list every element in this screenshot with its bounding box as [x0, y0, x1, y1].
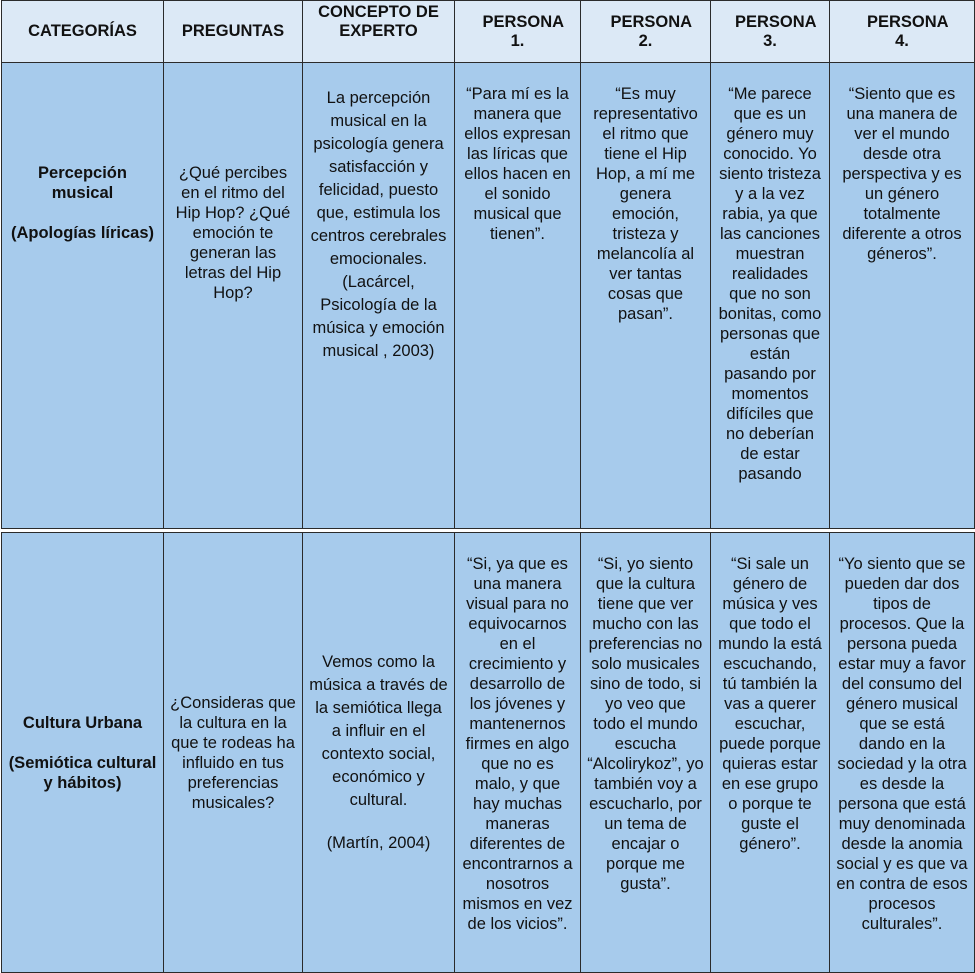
- header-text: PERSONA 1.: [482, 12, 565, 50]
- category-label: Percepción musical: [38, 164, 127, 202]
- header-text: CONCEPTO DE EXPERTO: [318, 3, 439, 40]
- header-persona-4: [829, 0, 975, 63]
- answer-text: “Es muy representativo el ritmo que tiene el Hip Hop, a mí me genera emoción, tristeza y melancolía al ver tantas cosas que pasan”.: [593, 85, 698, 323]
- header-concepto-experto: [302, 0, 455, 63]
- row1-question: [163, 62, 303, 529]
- expert-text: Vemos como la música a través de la semiótica llega a influir en el contexto social, económico y cultural.: [309, 652, 448, 809]
- row2-persona-3: [710, 532, 830, 973]
- answer-text: “Me parece que es un género muy conocido. Yo siento tristeza y a la vez rabia, ya que las canciones muestran realidades que no son bonitas, como personas que están pasando por momentos difíciles que no deberían de estar pasando: [718, 85, 822, 483]
- answer-text: “Yo siento que se pueden dar dos tipos de procesos. Que la persona pueda estar muy a favor del consumo del género musical que se está dando en la sociedad y la otra es desde la persona que está muy denominada desde la anomia social y es que va en contra de esos procesos culturales”.: [836, 555, 968, 933]
- answer-text: “Si, ya que es una manera visual para no equivocarnos en el crecimiento y desarrollo de los jóvenes y mantenernos firmes en algo que no es malo, y que hay muchas maneras diferentes de encontrarnos a nosotros mismos en vez de los vicios”.: [462, 555, 573, 933]
- row2-persona-2: [580, 532, 711, 973]
- row2-persona-4: [829, 532, 975, 973]
- answer-text: “Siento que es una manera de ver el mundo desde otra perspectiva y es un género totalmente diferente a otros géneros”.: [842, 85, 962, 263]
- row2-expert: [302, 532, 455, 973]
- question-text: ¿Consideras que la cultura en la que te rodeas ha influido en tus preferencias musicales?: [170, 693, 296, 812]
- header-text: PREGUNTAS: [181, 22, 285, 40]
- row1-persona-3: [710, 62, 830, 529]
- row1-persona-2: [580, 62, 711, 529]
- header-persona-3: [710, 0, 830, 63]
- subcategory-label: (Apologías líricas): [10, 224, 155, 242]
- row2-question: [163, 532, 303, 973]
- header-preguntas: [163, 0, 303, 63]
- subcategory-label: (Semiótica cultural y hábitos): [8, 753, 157, 792]
- answer-text: “Para mí es la manera que ellos expresan las líricas que ellos hacen en el sonido musical que tienen”.: [464, 85, 571, 243]
- row1-expert: [302, 62, 455, 529]
- row2-persona-1: [454, 532, 581, 973]
- row1-persona-1: [454, 62, 581, 529]
- expert-citation: (Lacárcel, Psicología de la música y emoción musical , 2003): [312, 273, 445, 360]
- table-upper: [1, 0, 975, 528]
- header-text: PERSONA 3.: [735, 12, 817, 50]
- row2-category: [1, 532, 164, 973]
- header-text: PERSONA 2.: [610, 12, 693, 50]
- header-text: PERSONA 4.: [867, 12, 949, 50]
- row1-category: [1, 62, 164, 529]
- header-persona-2: [580, 0, 711, 63]
- header-categorias: [1, 0, 164, 63]
- answer-text: “Si, yo siento que la cultura tiene que ver mucho con las preferencias no solo musicales sino de todo, si yo veo que todo el mundo escucha “Alcolirykoz”, yo también voy a escucharlo, por un tema de encajar o porque me gusta”.: [587, 555, 704, 893]
- expert-text: La percepción musical en la psicología genera satisfacción y felicidad, puesto que, estimula los centros cerebrales emocionales.: [310, 89, 447, 268]
- row1-persona-4: [829, 62, 975, 529]
- category-label: Cultura Urbana: [22, 713, 143, 732]
- question-text: ¿Qué percibes en el ritmo del Hip Hop? ¿Qué emoción te generan las letras del Hip Hop?: [175, 164, 291, 302]
- header-text: CATEGORÍAS: [28, 22, 137, 40]
- expert-citation: (Martín, 2004): [326, 833, 431, 852]
- answer-text: “Si sale un género de música y ves que todo el mundo la está escuchando, tú también la vas a querer escuchar, puede porque quieras estar en ese grupo o porque te guste el género”.: [718, 555, 822, 853]
- table-lower: [1, 532, 975, 972]
- header-persona-1: [454, 0, 581, 63]
